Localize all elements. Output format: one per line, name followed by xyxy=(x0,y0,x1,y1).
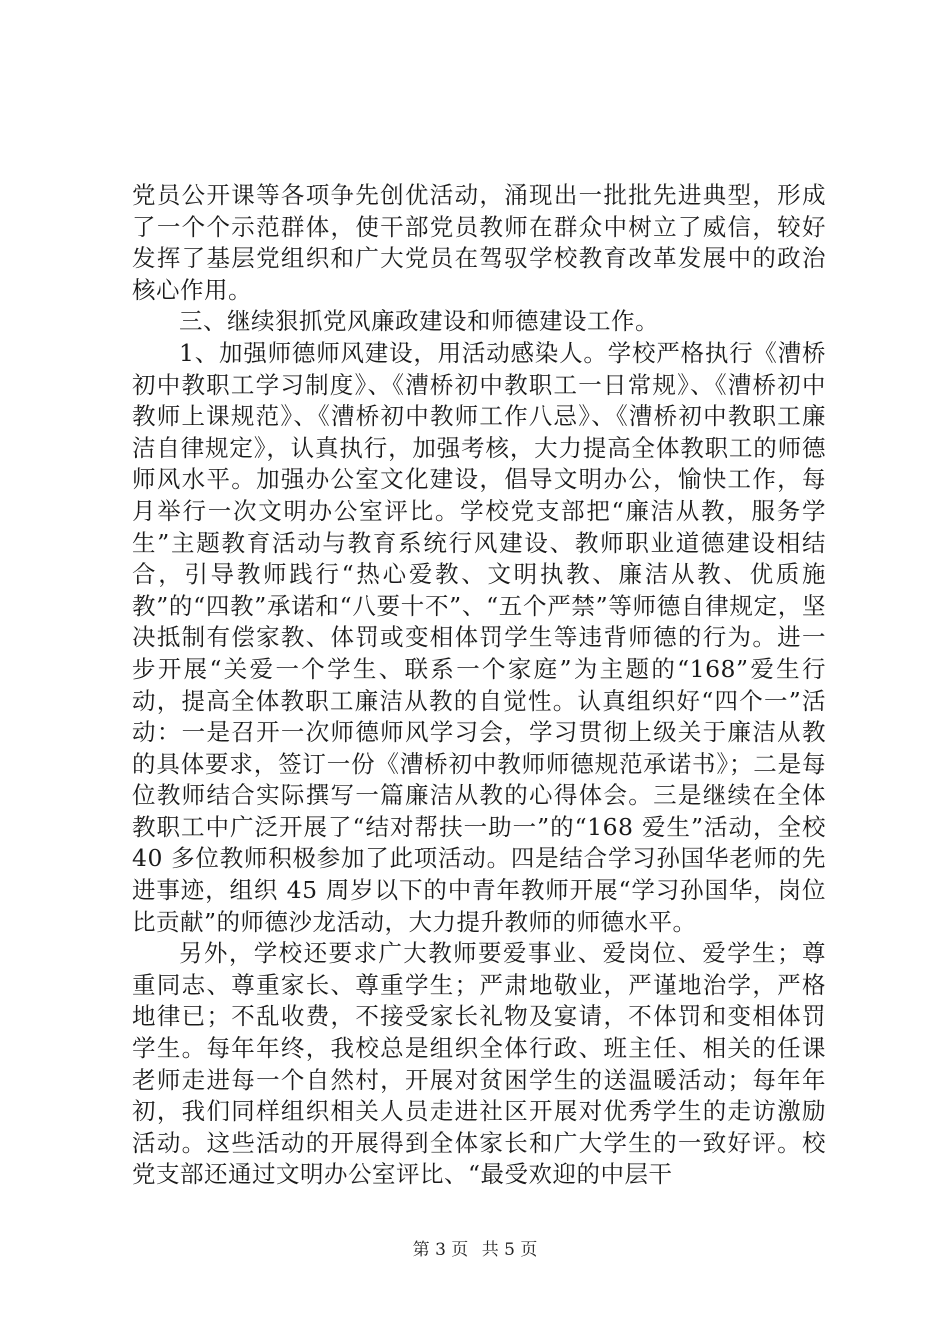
page-number: 第 3 页 xyxy=(412,1240,469,1260)
paragraph: 另外，学校还要求广大教师要爱事业、爱岗位、爱学生；尊重同志、尊重家长、尊重学生；严肃地敬业，严谨地治学，严格地律已；不乱收费，不接受家长礼物及宴请，不体罚和变相体罚学生。每年年终，我校总是组织全体行政、班主任、相关的任课老师走进每一个自然村，开展对贫困学生的送温暖活动；每年年初，我们同样组织相关人员走进社区开展对优秀学生的走访激励活动。这些活动的开展得到全体家长和广大学生的一致好评。校党支部还通过文明办公室评比、“最受欢迎的中层干 xyxy=(132,939,826,1189)
page-footer xyxy=(0,1235,950,1260)
section-heading: 三、继续狠抓党风廉政建设和师德建设工作。 xyxy=(179,307,659,336)
page-total: 共 5 页 xyxy=(481,1240,538,1260)
paragraph: 党员公开课等各项争先创优活动，涌现出一批批先进典型，形成了一个个示范群体，使干部党员教师在群众中树立了威信，较好发挥了基层党组织和广大党员在驾驭学校教育改革发展中的政治核心作用。 xyxy=(132,181,826,304)
paragraph: 1、加强师德师风建设，用活动感染人。学校严格执行《漕桥初中教职工学习制度》、《漕桥初中教职工一日常规》、《漕桥初中教师上课规范》、《漕桥初中教师工作八忌》、《漕桥初中教职工廉洁自律规定》，认真执行，加强考核，大力提高全体教职工的师德师风水平。加强办公室文化建设，倡导文明办公，愉快工作，每月举行一次文明办公室评比。学校党支部把“廉洁从教，服务学生”主题教育活动与教育系统行风建设、教师职业道德建设相结合，引导教师践行“热心爱教、文明执教、廉洁从教、优质施教”的“四教”承诺和“八要十不”、“五个严禁”等师德自律规定，坚决抵制有偿家教、体罚或变相体罚学生等违背师德的行为。进一步开展“关爱一个学生、联系一个家庭”为主题的“168”爱生行动，提高全体教职工廉洁从教的自觉性。认真组织好“四个一”活动：一是召开一次师德师风学习会，学习贯彻上级关于廉洁从教的具体要求，签订一份《漕桥初中教师师德规范承诺书》；二是每位教师结合实际撰写一篇廉洁从教的心得体会。三是继续在全体教职工中广泛开展了“结对帮扶一助一”的“168 爱生”活动，全校 40 多位教师积极参加了此项活动。四是结合学习孙国华老师的先进事迹，组织 45 周岁以下的中青年教师开展“学习孙国华，岗位比贡献”的师德沙龙活动，大力提升教师的师德水平。 xyxy=(132,338,826,936)
document-body xyxy=(132,180,826,1191)
